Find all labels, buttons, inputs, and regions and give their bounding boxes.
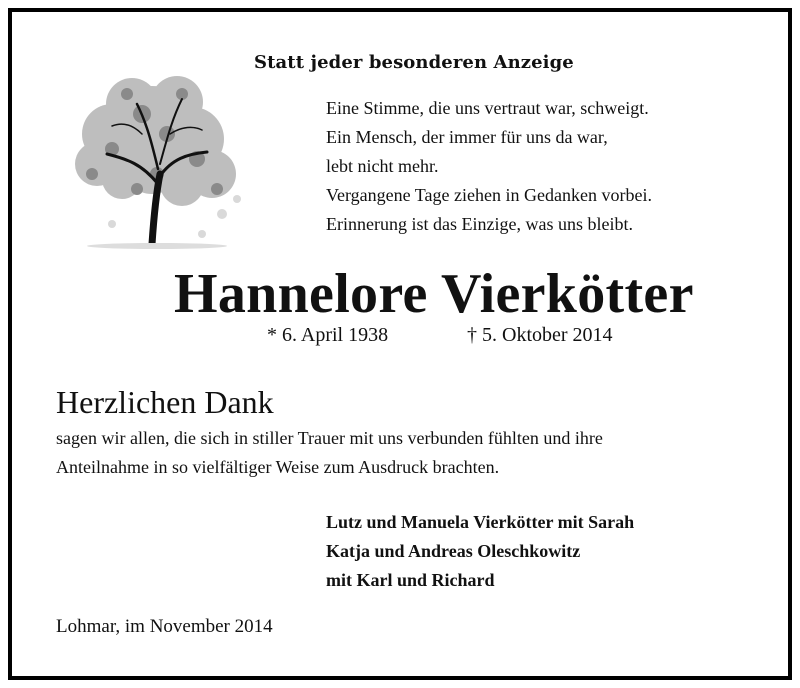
place-date: Lohmar, im November 2014 — [56, 616, 273, 637]
thanks-line: sagen wir allen, die sich in stiller Trauer mit uns verbunden fühlten und ihre — [56, 428, 603, 448]
poem-line: Vergangene Tage ziehen in Gedanken vorbei. — [326, 185, 652, 205]
poem-line: Ein Mensch, der immer für uns da war, — [326, 127, 608, 147]
deceased-name: Hannelore Vierkötter — [174, 263, 694, 325]
signer-line: Katja und Andreas Oleschkowitz — [326, 541, 581, 561]
signer-line: Lutz und Manuela Vierkötter mit Sarah — [326, 512, 635, 532]
death-date: † 5. Oktober 2014 — [467, 324, 613, 346]
thanks-line: Anteilnahme in so vielfältiger Weise zum Ausdruck brachten. — [56, 457, 500, 477]
tree-icon — [52, 64, 252, 254]
signer-line: mit Karl und Richard — [326, 570, 495, 590]
notice-header: Statt jeder besonderen Anzeige — [254, 52, 574, 73]
poem-line: lebt nicht mehr. — [326, 156, 439, 176]
poem — [326, 94, 652, 239]
poem-line: Eine Stimme, die uns vertraut war, schweigt. — [326, 98, 649, 118]
signers — [326, 508, 634, 595]
thanks-text — [56, 424, 776, 482]
thanks-title: Herzlichen Dank — [56, 384, 274, 420]
poem-line: Erinnerung ist das Einzige, was uns bleibt. — [326, 214, 633, 234]
birth-date: * 6. April 1938 — [267, 324, 389, 346]
